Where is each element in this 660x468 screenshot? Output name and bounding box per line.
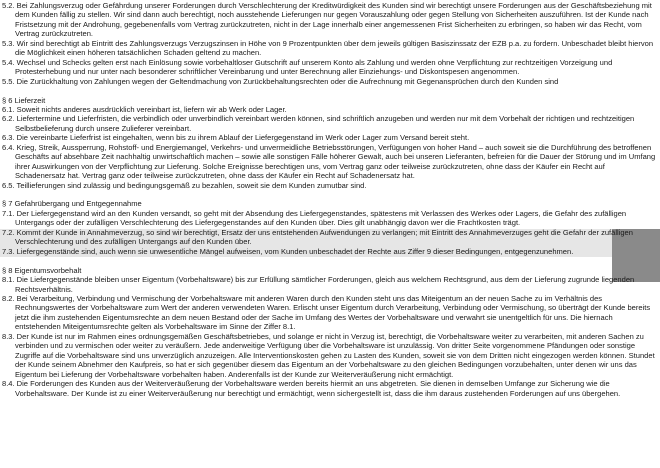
clause-6-1: 6.1. Soweit nichts anderes ausdrücklich vereinbart ist, liefern wir ab Werk oder Lager. [2,104,287,114]
section-8 [2,266,656,398]
clause-7-3: 7.3. Liefergegenstände sind, auch wenn sie unwesentliche Mängel aufweisen, vom Kunden unbeschadet der Rechte aus Ziffer 9 dieser Bedingungen, entgegenzunehmen. [2,246,574,256]
clause-6-2: 6.2. Liefertermine und Lieferfristen, die verbindlich oder unverbindlich vereinbart werden können, sind schriftlich anzugeben und werden nur mit dem Vorbehalt der richtigen und rechtzeitigen Selbstbelieferung durch unsere Zulieferer vereinbart. [2,114,635,133]
section-heading: § 7 Gefahrübergang und Entgegennahme [2,199,142,209]
document-body [2,1,656,398]
clause-5-3: 5.3. Wir sind berechtigt ab Eintritt des Zahlungsverzugs Verzugszinsen in Höhe von 9 Prozentpunkten über dem jeweils gültigen Basiszinssatz der EZB p.a. zu fordern. Unbeschadet bleibt hiervon die Möglichkeit einen höheren tatsächlichen Schaden geltend zu machen. [2,38,654,58]
clause-5-5: 5.5. Die Zurückhaltung von Zahlungen wegen der Geltendmachung von Zurückbehaltungsrechten oder die Aufrechnung mit Gegenansprüchen durch den Kunden sind [2,76,559,86]
clause-6-4: 6.4. Krieg, Streik, Aussperrung, Rohstoff- und Energiemangel, Verkehrs- und unvermeidliche Betriebsstörungen, Verfügungen von hoher Hand – auch soweit sie die Durchführung des betroffenen Geschäfts auf absehbare Zeit nachhaltig unwirtschaftlich machen – sowie alle sonstigen Fälle höherer Gewalt, auch bei unseren Lieferanten, befreien für die Dauer der Störung und im Umfang ihrer Auswirkungen von der Verpflichtung zur Lieferung. Solche Ereignisse berechtigen uns, vom Vertrag ganz oder teilweise zurückzutreten, ohne dass der Käufer ein Recht auf Schadenersatz hat. Vertrag ganz oder teilweise zurückzutreten, ohne dass der Käufer ein Recht auf Schadenersatz hat. [2,142,656,181]
section-7 [2,199,656,256]
section-heading: § 8 Eigentumsvorbehalt [2,265,82,275]
clause-8-2: 8.2. Bei Verarbeitung, Verbindung und Vermischung der Vorbehaltsware mit anderen Waren durch den Kunden steht uns das Miteigentum an der neuen Sache zu im Verhältnis des Rechnungswertes der Vorbehaltsware zum Wert der anderen verwendeten Waren. Erlischt unser Eigentum durch Verarbeitung, Verbindung oder Vermischung, so überträgt der Kunde bereits jetzt die ihm zustehenden Eigentumsrechte an dem neuen Bestand oder der Sache im Umfang des Wertes der Vorbehaltsware und verwahrt sie unentgeltlich für uns. Die hiernach entstehenden Miteigentumsrechte gelten als Vorbehaltsware im Sinne der Ziffer 8.1. [2,294,651,332]
clause-6-5: 6.5. Teillieferungen sind zulässig und bedingungsgemäß zu bezahlen, soweit sie dem Kunden zumutbar sind. [2,180,367,190]
clause-7-2: 7.2. Kommt der Kunde in Annahmeverzug, so sind wir berechtigt, Ersatz der uns entstehenden Aufwendungen zu verlangen; mit Eintritt des Annahmeverzuges geht die Gefahr der zufälligen Verschlechterung und des zufälligen Untergangs auf den Kunden über. [2,227,633,247]
clause-5-2: 5.2. Bei Zahlungsverzug oder Gefährdung unserer Forderungen durch Verschlechterung der Kreditwürdigkeit des Kunden sind wir berechtigt unsere Forderungen aus der Geschäftsbeziehung mit dem Kunden fällig zu stellen. Wir sind dann auch berechtigt, noch ausstehende Lieferungen nur gegen Vorauszahlung oder gegen Stellung von Sicherheiten auszuführen. Ist der Kunde nach Fristsetzung mit der Androhung, gegebenenfalls vom Vertrag zurückzutreten, nicht in der Lage innerhalb einer angemessenen Frist Sicherheiten zu erbringen, so haben wir das Recht, vom Vertrag zurückzutreten. [2,1,652,39]
clause-7-1: 7.1. Der Liefergegenstand wird an den Kunden versandt, so geht mit der Absendung des Liefergegenstandes, spätestens mit Verlassen des Werkes oder Lagers, die Gefahr des zufälligen Untergangs oder der zufälligen Verschlechterung des Liefergegenstandes auf den Kunden über. Dies gilt unabhängig davon wer die Frachtkosten trägt. [2,208,627,228]
clause-5-4: 5.4. Wechsel und Schecks gelten erst nach Einlösung sowie vorbehaltloser Gutschrift auf unserem Konto als Zahlung und werden ohne Verpflichtung zur rechtzeitigen Vorzeigung und Protesterhebung und nur unter nach besonderer schriftlicher Vereinbarung und unter Berechnung aller Einziehungs- und Diskontspesen angenommen. [2,57,613,77]
clause-8-3: 8.3. Der Kunde ist nur im Rahmen eines ordnungsgemäßen Geschäftsbetriebes, und solange er nicht in Verzug ist, berechtigt, die Vorbehaltsware weiter zu verarbeiten, mit anderen Sachen zu verbinden und zu vermischen oder weiter zu veräußern. Jede anderweitige Verfügung über die Vorbehaltsware ist unzulässig. Von dritter Seite vorgenommene Pfändungen oder sonstige Zugriffe auf die Vorbehaltsware sind uns unverzüglich anzuzeigen. Alle Interventionskosten gehen zu Lasten des Kunden, soweit sie von dem Dritten nicht eingezogen werden können. Stundet der Kunde seinem Abnehmer den Kaufpreis, so hat er sich gegenüber diesem das Eigentum an der Vorbehaltsware zu den gleichen Bedingungen vorzubehalten, unter denen wir uns das Eigentum bei Lieferung der Vorbehaltsware vorbehalten haben. Anderenfalls ist der Kunde zur Weiterveräußerung nicht ermächtigt. [2,331,655,379]
clause-8-4: 8.4. Die Forderungen des Kunden aus der Weiterveräußerung der Vorbehaltsware werden bereits hiermit an uns abgetreten. Sie dienen in demselben Umfange zur Sicherung wie die Vorbehaltsware. Der Kunde ist zu einer Weiterveräußerung nur berechtigt und ermächtigt, wenn sichergestellt ist, dass die ihm daraus zustehenden Forderungen auf uns übergehen. [2,379,621,398]
section-heading: § 6 Lieferzeit [2,95,46,105]
clause-8-1: 8.1. Die Liefergegenstände bleiben unser Eigentum (Vorbehaltsware) bis zur Erfüllung sämtlicher Forderungen, gleich aus welchem Rechtsgrund, aus dem der Lieferung zugrunde liegenden Rechtsverhältnis. [2,275,635,294]
section-5 [2,1,656,86]
clause-6-3: 6.3. Die vereinbarte Lieferfrist ist eingehalten, wenn bis zu ihrem Ablauf der Liefergegenstand im Werk oder Lager zum Versand bereit steht. [2,133,470,143]
section-6 [2,96,656,191]
